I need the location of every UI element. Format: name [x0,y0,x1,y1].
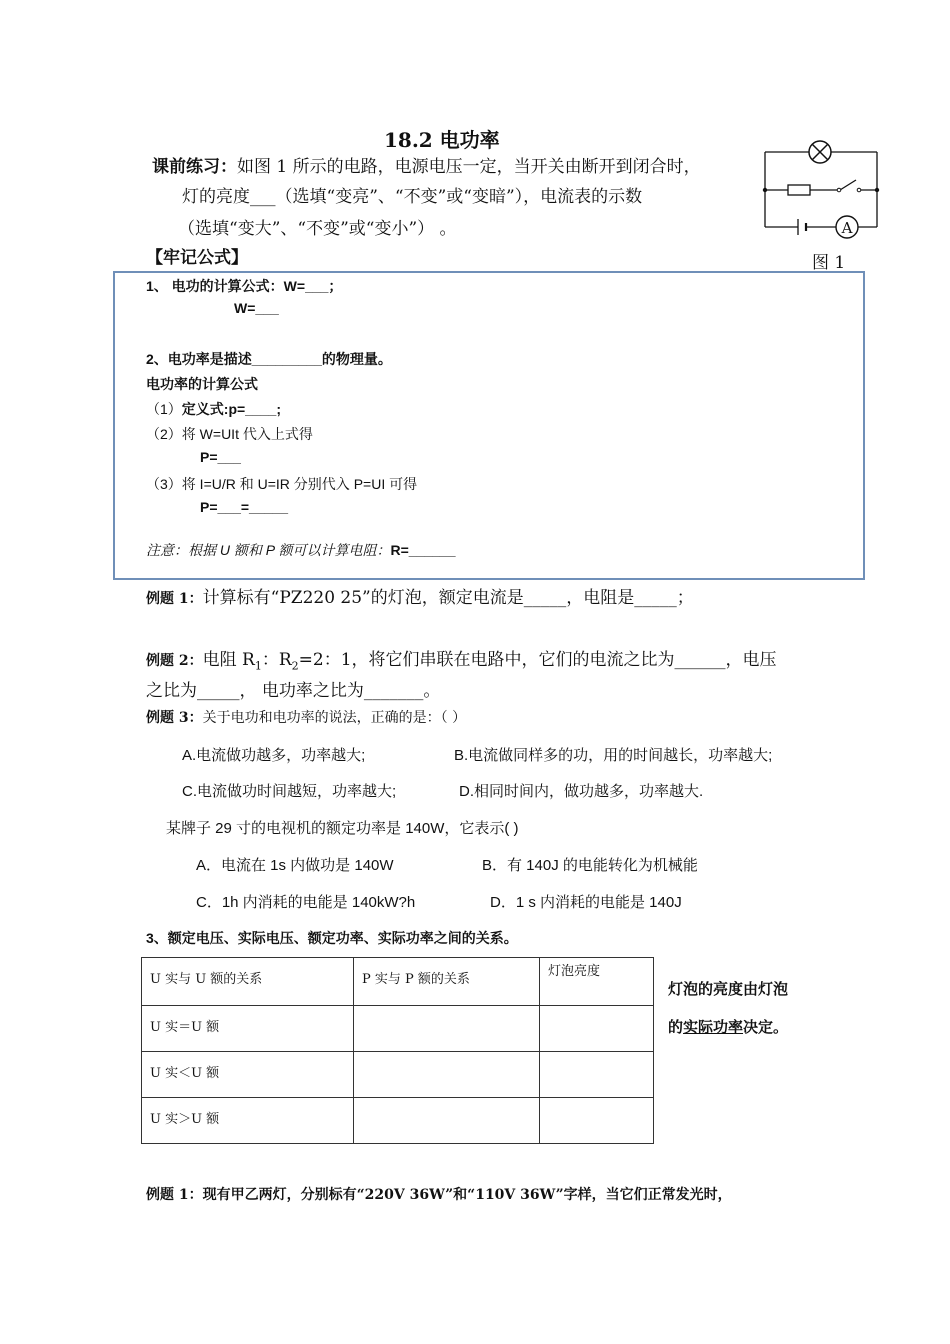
table-row [142,1098,654,1144]
tv-option-d: D．1 s 内消耗的电能是 140J [490,894,682,911]
figure-caption: 图 1 [812,253,846,273]
example-1-label: 例题 1： [146,591,203,607]
preview-text-1: 如图 1 所示的电路，电源电压一定，当开关由断开到闭合时， [237,157,701,177]
ammeter-symbol: A [841,219,853,237]
formula-def-index: （1） [146,401,182,417]
table-row [142,1052,654,1098]
formula-line-p2: P=___=_____ [200,499,288,515]
table-header-brightness: 灯泡亮度 [540,958,654,1006]
example-1 [146,583,694,608]
table-header-row [142,958,654,1006]
example-3-option-c: C.电流做功时间越短，功率越大; [182,783,397,800]
formula-line-power-calc: 电功率的计算公式 [146,376,258,392]
tv-question-stem: 某牌子 29 寸的电视机的额定功率是 140W，它表示( ) [166,820,519,837]
table-row [142,1006,654,1052]
table-cell-u-equal: U 实＝U 额 [142,1006,354,1052]
lamp-icon [809,141,831,163]
example-3-option-d: D.相同时间内，做功越多，功率越大. [459,783,704,800]
formula-note-r: R=______ [390,542,456,558]
formula-note-text: 注意：根据 U 额和 P 额可以计算电阻： [146,542,391,558]
formula-line-substitute-1: （2）将 W=UIt 代入上式得 [146,426,313,442]
formula-line-p1: P=___ [200,449,241,465]
example-2-text-b: ：R [261,650,292,670]
formula-line-substitute-2: （3）将 I=U/R 和 U=IR 分别代入 P=UI 可得 [146,476,418,492]
preview-line-1 [152,152,701,177]
example-2-label: 例题 2： [146,653,203,669]
preview-line-2: 灯的亮度___（选填“变亮”、“不变”或“变暗”），电流表的示数 [182,187,643,207]
table-cell-u-greater: U 实＞U 额 [142,1098,354,1144]
table-header-p: P 实与 P 额的关系 [354,958,540,1006]
example-2-sub2: 2 [291,659,299,673]
relation-heading: 3、额定电压、实际电压、额定功率、实际功率之间的关系。 [146,930,518,946]
side-note-line-2 [668,1016,788,1037]
table-cell-blank[interactable] [540,1006,654,1052]
example-2-sub1: 1 [254,659,262,673]
table-cell-blank[interactable] [354,1052,540,1098]
formula-line-power-desc: 2、电功率是描述_________的物理量。 [146,351,392,367]
example-2-text-c: =2：1，将它们串联在电路中，它们的电流之比为______，电压 [298,650,777,670]
final-example: 例题 1：现有甲乙两灯，分别标有“220V 36W”和“110V 36W”字样，当它们正常发光时， [146,1187,732,1203]
page-title: 18.2 电功率 [384,128,500,152]
example-2-text-a: 电阻 R [202,650,255,670]
formula-line-note [146,540,456,560]
formula-line-definition [146,399,281,419]
example-3-option-a: A.电流做功越多，功率越大; [182,747,366,764]
example-2-line-2: 之比为_____， 电功率之比为_______。 [146,681,441,701]
example-3 [146,707,466,727]
side-note-underlined: 实际功率 [683,1019,744,1036]
table-cell-blank[interactable] [540,1052,654,1098]
example-3-label: 例题 3： [146,710,203,726]
table-cell-blank[interactable] [540,1098,654,1144]
side-note-line-1: 灯泡的亮度由灯泡 [668,981,789,998]
tv-option-c: C．1h 内消耗的电能是 140kW?h [196,894,416,911]
example-3-option-b: B.电流做同样多的功，用的时间越长，功率越大; [454,747,773,764]
ammeter-icon [836,216,858,238]
formula-line-work-2: W=___ [234,300,279,316]
formula-heading: 【牢记公式】 [146,248,248,268]
table-header-u: U 实与 U 额的关系 [142,958,354,1006]
example-3-text: 关于电功和电功率的说法，正确的是：（ ） [202,710,467,726]
preview-line-3: （选填“变大”、“不变”或“变小”） 。 [178,219,457,239]
example-1-text: 计算标有“PZ220 25”的灯泡，额定电流是_____，电阻是_____； [202,588,694,608]
formula-line-work: 1、 电功的计算公式：W=___； [146,278,343,294]
table-cell-u-less: U 实＜U 额 [142,1052,354,1098]
side-note-prefix: 的 [668,1019,684,1036]
example-2 [146,645,777,672]
table-cell-blank[interactable] [354,1006,540,1052]
preview-label: 课前练习： [152,157,237,177]
circuit-diagram [760,140,885,248]
relation-table [141,957,654,1144]
table-cell-blank[interactable] [354,1098,540,1144]
tv-option-b: B．有 140J 的电能转化为机械能 [482,857,698,874]
tv-option-a: A．电流在 1s 内做功是 140W [196,857,394,874]
side-note-suffix: 决定。 [743,1019,789,1036]
formula-def-text: 定义式:p=____; [181,401,281,417]
